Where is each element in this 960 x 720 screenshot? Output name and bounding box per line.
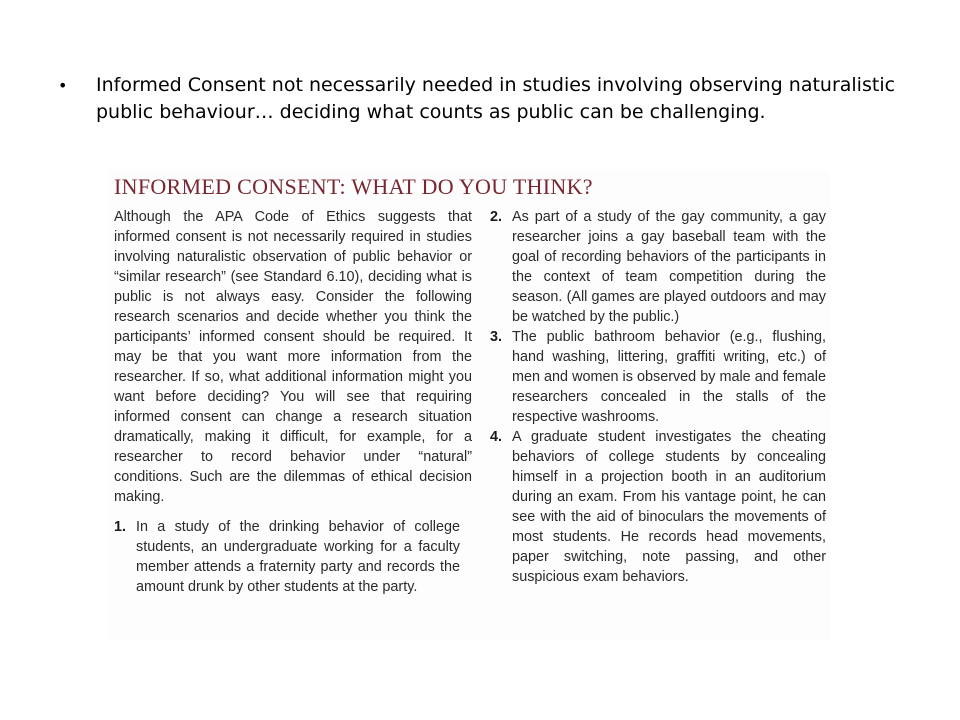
bullet-marker: • bbox=[58, 76, 68, 95]
scenario-number: 3. bbox=[490, 329, 503, 345]
excerpt-right-column bbox=[490, 207, 826, 587]
scenario-item-4 bbox=[490, 427, 826, 587]
textbook-excerpt-image bbox=[108, 170, 830, 640]
excerpt-title: INFORMED CONSENT: WHAT DO YOU THINK? bbox=[114, 174, 593, 199]
scenario-text: As part of a study of the gay community, a gay researcher joins a gay baseball team with the goal of recording behaviors of the participants in the context of team competition during the season. (All games are played outdoors and may be watched by the public.) bbox=[512, 209, 826, 325]
scenario-text: A graduate student investigates the cheating behaviors of college students by concealing himself in a projection booth in an auditorium during an exam. From his vantage point, he can see with the aid of binoculars the movements of most students. He records head movements, paper switching, note passing, and other suspicious exam behaviors. bbox=[512, 429, 826, 585]
scenario-number: 1. bbox=[114, 519, 127, 535]
scenario-item-3 bbox=[490, 327, 826, 427]
excerpt-left-column bbox=[114, 207, 472, 597]
bullet-text: Informed Consent not necessarily needed in studies involving observing naturalistic public behaviour… deciding what counts as public can be challenging. bbox=[96, 74, 896, 123]
scenario-item-1 bbox=[114, 517, 472, 597]
scenario-item-2 bbox=[490, 207, 826, 327]
excerpt-intro-paragraph: Although the APA Code of Ethics suggests that informed consent is not necessarily required in studies involving naturalistic observation of public behavior or “similar research” (see Standard 6.10), deciding what is public is not always easy. Consider the following research scenarios and decide whether you think the participants’ informed consent should be required. It may be that you want more information from the researcher. If so, what additional information might you want before deciding? You will see that requiring informed consent can change a research situation dramatically, making it difficult, for example, for a researcher to record behavior under “natural” conditions. Such are the dilemmas of ethical decision making. bbox=[114, 209, 472, 505]
slide-bullet-point bbox=[58, 72, 908, 126]
scenario-number: 4. bbox=[490, 429, 503, 445]
scenario-number: 2. bbox=[490, 209, 503, 225]
scenario-text: The public bathroom behavior (e.g., flushing, hand washing, littering, graffiti writing, etc.) of men and women is observed by male and female researchers concealed in the stalls of the respective washrooms. bbox=[512, 329, 826, 425]
scenario-text: In a study of the drinking behavior of college students, an undergraduate working for a faculty member attends a fraternity party and records the amount drunk by other students at the party. bbox=[136, 519, 460, 595]
